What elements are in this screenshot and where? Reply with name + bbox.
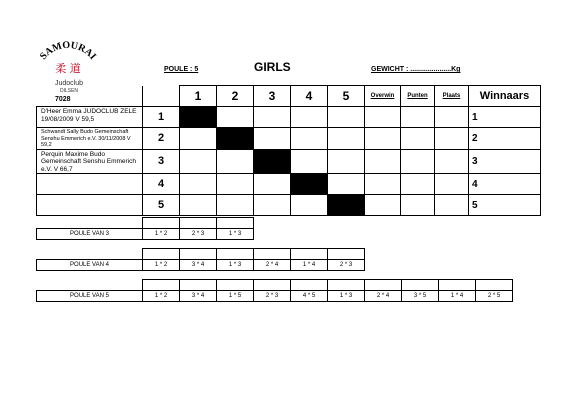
match-pair: 1 * 3	[328, 291, 365, 302]
score-cell[interactable]	[143, 280, 180, 291]
score-cell[interactable]	[291, 195, 328, 216]
score-cell[interactable]	[291, 280, 328, 291]
winner-slot[interactable]: 1	[469, 107, 541, 128]
logo-city: DILSEN	[59, 88, 79, 94]
col-header-4: 4	[291, 86, 328, 107]
match-pair: 4 * 5	[291, 291, 328, 302]
poule-van-3-label: POULE VAN 3	[37, 229, 143, 240]
category-code: 7028	[55, 96, 71, 103]
col-header-winnaars: Winnaars	[469, 86, 541, 107]
blocked-cell	[328, 195, 365, 216]
poule-label: POULE : 5	[164, 66, 199, 73]
score-row	[37, 218, 254, 229]
score-cell[interactable]	[180, 249, 217, 260]
match-pair: 2 * 3	[328, 260, 365, 271]
score-cell[interactable]	[254, 249, 291, 260]
score-cell[interactable]	[217, 249, 254, 260]
punten-cell[interactable]	[401, 107, 435, 128]
match-pair: 3 * 4	[180, 291, 217, 302]
score-cell[interactable]	[291, 128, 328, 150]
score-cell[interactable]	[254, 195, 291, 216]
match-pair: 1 * 5	[217, 291, 254, 302]
match-pair: 2 * 4	[254, 260, 291, 271]
winner-slot[interactable]: 2	[469, 128, 541, 150]
poule-van-4-label: POULE VAN 4	[37, 260, 143, 271]
plaats-cell[interactable]	[435, 128, 469, 150]
score-cell[interactable]	[180, 128, 217, 150]
header-row	[37, 86, 541, 107]
match-pair: 2 * 4	[365, 291, 402, 302]
punten-cell[interactable]	[401, 149, 435, 174]
table-row	[37, 195, 541, 216]
score-row	[37, 280, 513, 291]
competitor-name[interactable]	[37, 174, 143, 195]
col-header-plaats: Plaats	[435, 86, 469, 107]
empty-cell	[143, 86, 180, 107]
blocked-cell	[254, 149, 291, 174]
svg-text:SAMOURAI	[38, 40, 98, 62]
overwin-cell[interactable]	[365, 149, 401, 174]
blocked-cell	[217, 128, 254, 150]
match-pair: 2 * 3	[254, 291, 291, 302]
match-pair: 2 * 3	[180, 229, 217, 240]
overwin-cell[interactable]	[365, 174, 401, 195]
punten-cell[interactable]	[401, 195, 435, 216]
match-pair: 1 * 2	[143, 229, 180, 240]
blocked-cell	[291, 174, 328, 195]
weight-field[interactable]: GEWICHT : .....................Kg	[371, 66, 461, 73]
table-row	[37, 149, 541, 174]
row-number: 2	[143, 128, 180, 150]
score-cell[interactable]	[217, 195, 254, 216]
match-pair: 1 * 4	[291, 260, 328, 271]
score-cell[interactable]	[328, 107, 365, 128]
logo-club-name: SAMOURAI	[37, 39, 99, 62]
winner-slot[interactable]: 4	[469, 174, 541, 195]
score-cell[interactable]	[328, 249, 365, 260]
plaats-cell[interactable]	[435, 174, 469, 195]
overwin-cell[interactable]	[365, 128, 401, 150]
score-cell[interactable]	[291, 149, 328, 174]
plaats-cell[interactable]	[435, 107, 469, 128]
empty-cell	[37, 280, 143, 291]
poule-van-3-table	[36, 217, 254, 240]
row-number: 1	[143, 107, 180, 128]
match-pair: 2 * 5	[476, 291, 513, 302]
score-cell[interactable]	[143, 249, 180, 260]
match-pair: 1 * 2	[143, 260, 180, 271]
score-row	[37, 249, 365, 260]
match-pair: 1 * 2	[143, 291, 180, 302]
score-cell[interactable]	[180, 174, 217, 195]
col-header-overwin: Overwin	[365, 86, 401, 107]
winner-slot[interactable]: 5	[469, 195, 541, 216]
col-header-1: 1	[180, 86, 217, 107]
empty-cell	[37, 249, 143, 260]
score-cell[interactable]	[217, 149, 254, 174]
logo-subtitle: Judoclub	[54, 80, 84, 87]
match-row	[37, 229, 254, 240]
poule-van-4-table	[36, 248, 365, 271]
col-header-2: 2	[217, 86, 254, 107]
score-cell[interactable]	[291, 107, 328, 128]
score-cell[interactable]	[328, 149, 365, 174]
col-header-punten: Punten	[401, 86, 435, 107]
match-pair: 1 * 4	[439, 291, 476, 302]
score-cell[interactable]	[217, 174, 254, 195]
table-row	[37, 174, 541, 195]
score-cell[interactable]	[328, 128, 365, 150]
match-row	[37, 260, 365, 271]
competitor-name[interactable]: Perquin Maxime Budo Gemeinschaft Senshu Emmerich e.V. V 66,7	[37, 149, 143, 174]
score-cell[interactable]	[180, 149, 217, 174]
table-row	[37, 107, 541, 128]
poule-van-5-table	[36, 279, 513, 302]
blocked-cell	[180, 107, 217, 128]
punten-cell[interactable]	[401, 128, 435, 150]
score-cell[interactable]	[180, 195, 217, 216]
plaats-cell[interactable]	[435, 149, 469, 174]
poule-van-5-label: POULE VAN 5	[37, 291, 143, 302]
score-cell[interactable]	[328, 174, 365, 195]
score-cell[interactable]	[180, 280, 217, 291]
match-pair: 3 * 5	[402, 291, 439, 302]
logo-kanji: 柔 道	[55, 62, 81, 75]
score-cell[interactable]	[254, 280, 291, 291]
score-cell[interactable]	[476, 280, 513, 291]
winner-slot[interactable]: 3	[469, 149, 541, 174]
competitor-name[interactable]: Schwandt Sally Budo Gemeinschaft Senshu Emmerich e.V. 30/11/2008 V 59,2	[37, 128, 143, 150]
score-cell[interactable]	[180, 218, 217, 229]
score-cell[interactable]	[217, 218, 254, 229]
col-header-5: 5	[328, 86, 365, 107]
match-pair: 3 * 4	[180, 260, 217, 271]
score-cell[interactable]	[365, 280, 402, 291]
overwin-cell[interactable]	[365, 195, 401, 216]
score-cell[interactable]	[439, 280, 476, 291]
score-cell[interactable]	[217, 107, 254, 128]
score-cell[interactable]	[217, 280, 254, 291]
score-cell[interactable]	[254, 174, 291, 195]
poule-table	[36, 85, 541, 216]
match-pair: 1 * 3	[217, 229, 254, 240]
score-cell[interactable]	[254, 107, 291, 128]
score-cell[interactable]	[328, 280, 365, 291]
category-title: GIRLS	[254, 60, 291, 74]
match-pair: 1 * 3	[217, 260, 254, 271]
row-number: 3	[143, 149, 180, 174]
row-number: 4	[143, 174, 180, 195]
overwin-cell[interactable]	[365, 107, 401, 128]
plaats-cell[interactable]	[435, 195, 469, 216]
score-cell[interactable]	[402, 280, 439, 291]
competitor-name[interactable]	[37, 195, 143, 216]
score-cell[interactable]	[143, 218, 180, 229]
match-row	[37, 291, 513, 302]
competitor-name[interactable]: D'Heer Emma JUDOCLUB ZELE 19/08/2009 V 59,5	[37, 107, 143, 128]
row-number: 5	[143, 195, 180, 216]
empty-cell	[37, 86, 143, 107]
punten-cell[interactable]	[401, 174, 435, 195]
col-header-3: 3	[254, 86, 291, 107]
table-row	[37, 128, 541, 150]
empty-cell	[37, 218, 143, 229]
score-cell[interactable]	[291, 249, 328, 260]
score-cell[interactable]	[254, 128, 291, 150]
